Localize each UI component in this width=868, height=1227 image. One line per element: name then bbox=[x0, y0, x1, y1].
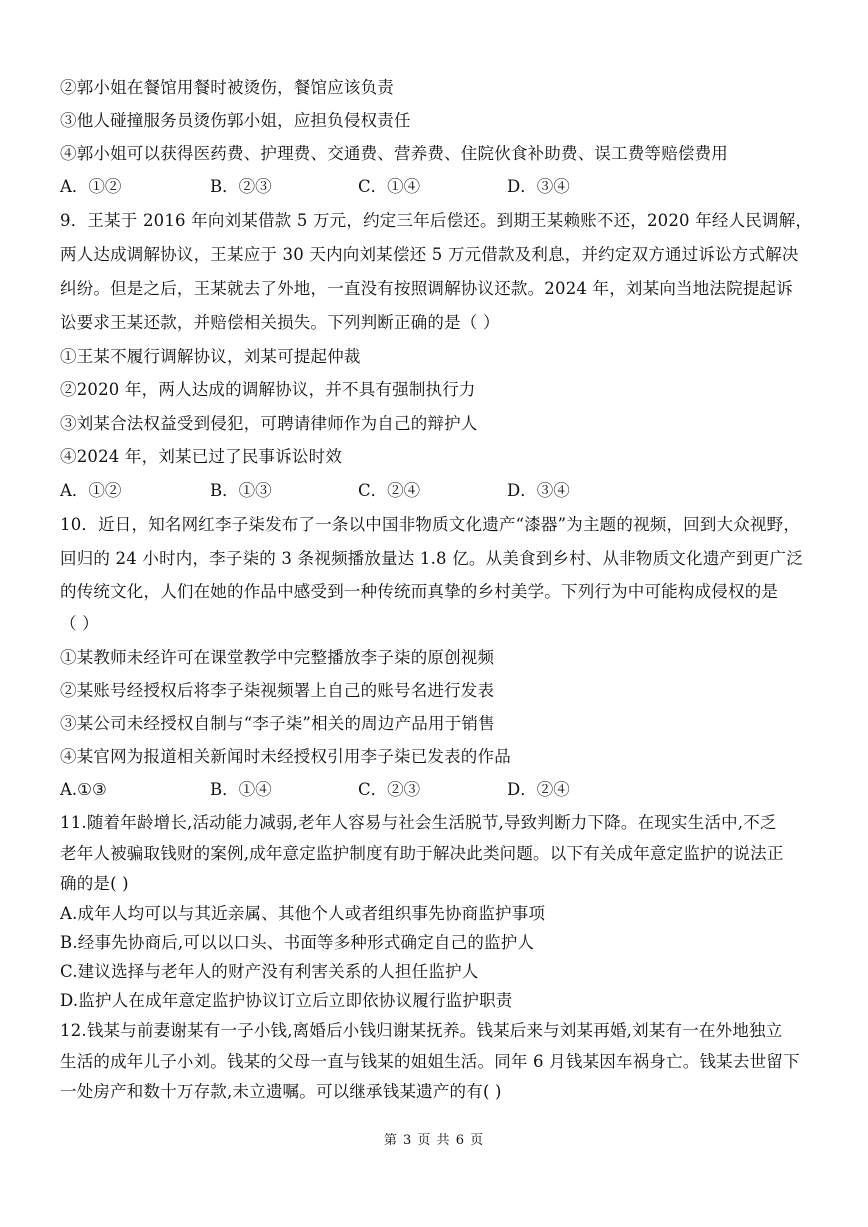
option-statement-4: ④2024 年，刘某已过了民事诉讼时效 bbox=[60, 447, 343, 466]
question-10-stem: （ ） bbox=[60, 614, 99, 633]
option-statement-1: ①某教师未经许可在课堂教学中完整播放李子柒的原创视频 bbox=[60, 648, 495, 667]
option-statement-2: ②郭小姐在餐馆用餐时被烫伤，餐馆应该负责 bbox=[60, 78, 394, 97]
question-9-stem: 讼要求王某还款，并赔偿相关损失。下列判断正确的是（ ） bbox=[60, 313, 500, 332]
question-11-stem: 确的是( ) bbox=[60, 874, 129, 893]
question-11-stem: 老年人被骗取钱财的案例,成年意定监护制度有助于解决此类问题。以下有关成年意定监护的说法正 bbox=[60, 844, 784, 863]
option-statement-3: ③他人碰撞服务员烫伤郭小姐，应担负侵权责任 bbox=[60, 111, 411, 130]
choice-d: D．②④ bbox=[507, 780, 570, 799]
question-10-stem: 回归的 24 小时内，李子柒的 3 条视频播放量达 1.8 亿。从美食到乡村、从非物质文化遗产到更广泛 bbox=[60, 549, 803, 568]
choice-b: B．①③ bbox=[210, 481, 272, 500]
question-12-stem: 12.钱某与前妻谢某有一子小钱,离婚后小钱归谢某抚养。钱某后来与刘某再婚,刘某有一在外地独立 bbox=[60, 1021, 783, 1040]
choice-d-statement: D.监护人在成年意定监护协议订立后立即依协议履行监护职责 bbox=[60, 991, 513, 1010]
choice-a: A．①② bbox=[60, 481, 122, 500]
question-12-stem: 一处房产和数十万存款,未立遗嘱。可以继承钱某遗产的有( ) bbox=[60, 1082, 502, 1101]
choice-a-statement: A.成年人均可以与其近亲属、其他个人或者组织事先协商监护事项 bbox=[60, 904, 546, 923]
choice-b: B．②③ bbox=[210, 177, 272, 196]
answer-choices-q8 bbox=[60, 176, 820, 198]
choice-b-statement: B.经事先协商后,可以以口头、书面等多种形式确定自己的监护人 bbox=[60, 933, 535, 952]
question-10-stem: 的传统文化，人们在她的作品中感受到一种传统而真挚的乡村美学。下列行为中可能构成侵权的是 bbox=[60, 582, 779, 601]
choice-b: B．①④ bbox=[210, 780, 272, 799]
option-statement-3: ③刘某合法权益受到侵犯，可聘请律师作为自己的辩护人 bbox=[60, 414, 478, 433]
option-statement-4: ④郭小姐可以获得医药费、护理费、交通费、营养费、住院伙食补助费、误工费等赔偿费用 bbox=[60, 144, 728, 163]
question-9-stem: 纠纷。但是之后，王某就去了外地，一直没有按照调解协议还款。2024 年，刘某向当地法院提起诉 bbox=[60, 279, 793, 298]
choice-c-statement: C.建议选择与老年人的财产没有利害关系的人担任监护人 bbox=[60, 962, 479, 981]
choice-c: C．①④ bbox=[358, 177, 421, 196]
option-statement-1: ①王某不履行调解协议，刘某可提起仲裁 bbox=[60, 347, 361, 366]
choice-c: C．②④ bbox=[358, 481, 421, 500]
option-statement-4: ④某官网为报道相关新闻时未经授权引用李子柒已发表的作品 bbox=[60, 747, 511, 766]
option-statement-2: ②某账号经授权后将李子柒视频署上自己的账号名进行发表 bbox=[60, 681, 495, 700]
page-number-footer: 第 3 页 共 6 页 bbox=[383, 1133, 485, 1148]
option-statement-2: ②2020 年，两人达成的调解协议，并不具有强制执行力 bbox=[60, 380, 476, 399]
question-9-stem: 9．王某于 2016 年向刘某借款 5 万元，约定三年后偿还。到期王某赖账不还，2020 年经人民调解， bbox=[60, 211, 813, 230]
choice-c: C．②③ bbox=[358, 780, 421, 799]
answer-choices-q9 bbox=[60, 480, 820, 502]
question-12-stem: 生活的成年儿子小刘。钱某的父母一直与钱某的姐姐生活。同年 6 月钱某因车祸身亡。钱某去世留下 bbox=[60, 1052, 800, 1071]
answer-choices-q10 bbox=[60, 779, 820, 801]
choice-d: D．③④ bbox=[507, 481, 570, 500]
choice-d: D．③④ bbox=[507, 177, 570, 196]
choice-a: A.①③ bbox=[60, 780, 107, 799]
question-9-stem: 两人达成调解协议，王某应于 30 天内向刘某偿还 5 万元借款及利息，并约定双方通过诉讼方式解决 bbox=[60, 245, 799, 264]
option-statement-3: ③某公司未经授权自制与“李子柒”相关的周边产品用于销售 bbox=[60, 714, 495, 733]
question-10-stem: 10．近日，知名网红李子柒发布了一条以中国非物质文化遗产“漆器”为主题的视频，回到大众视野， bbox=[60, 515, 801, 534]
question-11-stem: 11.随着年龄增长,活动能力减弱,老年人容易与社会生活脱节,导致判断力下降。在现实生活中,不乏 bbox=[60, 813, 777, 832]
choice-a: A．①② bbox=[60, 177, 122, 196]
